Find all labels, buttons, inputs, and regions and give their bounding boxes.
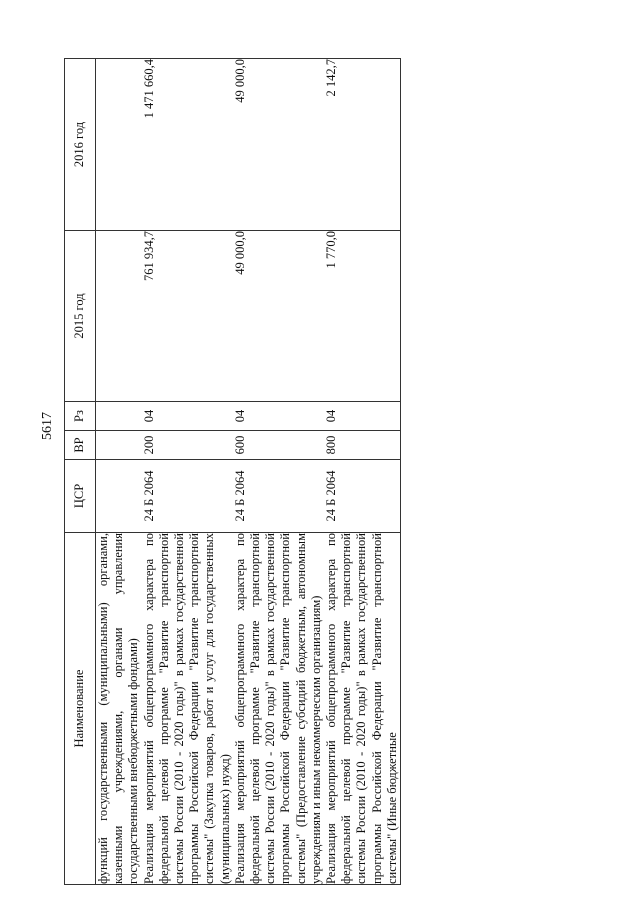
row-rz: 04	[324, 402, 401, 431]
row-csr: 24 Б 2064	[324, 460, 401, 533]
header-2015: 2015 год	[65, 231, 96, 402]
header-2016: 2016 год	[65, 59, 96, 231]
row-name: Реализация мероприятий общепрограммного характера по федеральной целевой программе "Развитие транспортной системы России (2010 - 2020 годы)" в рамках государственной программы Российской Федерации "Развитие транспортной системы" (Закупка товаров, работ и услуг для государственных (муниципальных) нужд)	[141, 533, 232, 884]
row-2016	[96, 59, 142, 231]
budget-table	[64, 58, 401, 885]
header-rz: Рз	[65, 402, 96, 431]
table-row	[142, 59, 233, 885]
row-name: функций государственными (муниципальными) органами, казенными учреждениями, органами управления государственными внебюджетными фондами)	[96, 533, 141, 884]
row-vr	[96, 431, 142, 460]
row-name: Реализация мероприятий общепрограммного характера по федеральной целевой программе "Развитие транспортной системы России (2010 - 2020 годы)" в рамках государственной программы Российской Федерации "Развитие транспортной системы" (Иные бюджетные	[324, 533, 399, 884]
row-csr	[96, 460, 142, 533]
row-2015: 49 000,0	[233, 231, 324, 402]
row-rz: 04	[142, 402, 233, 431]
table-row	[233, 59, 324, 885]
row-csr: 24 Б 2064	[233, 460, 324, 533]
row-2015: 761 934,7	[142, 231, 233, 402]
row-name: Реализация мероприятий общепрограммного характера по федеральной целевой программе "Развитие транспортной системы России (2010 - 2020 годы)" в рамках государственной программы Российской Федерации "Развитие транспортной системы" (Предоставление субсидий бюджетным, автономным учреждениям и иным некоммерческим организациям)	[232, 533, 323, 884]
page-number: 5617	[40, 412, 55, 440]
header-name: Наименование	[65, 533, 96, 885]
header-vr: ВР	[65, 431, 96, 460]
table-row	[324, 59, 401, 885]
row-2016: 2 142,7	[324, 59, 401, 231]
row-2015	[96, 231, 142, 402]
header-csr: ЦСР	[65, 460, 96, 533]
row-2016: 49 000,0	[233, 59, 324, 231]
row-rz	[96, 402, 142, 431]
row-rz: 04	[233, 402, 324, 431]
row-vr: 600	[233, 431, 324, 460]
table-header-row	[65, 59, 96, 885]
budget-table-sheet	[64, 59, 600, 885]
row-vr: 200	[142, 431, 233, 460]
table-row	[96, 59, 142, 885]
row-2016: 1 471 660,4	[142, 59, 233, 231]
row-csr: 24 Б 2064	[142, 460, 233, 533]
row-vr: 800	[324, 431, 401, 460]
row-2015: 1 770,0	[324, 231, 401, 402]
